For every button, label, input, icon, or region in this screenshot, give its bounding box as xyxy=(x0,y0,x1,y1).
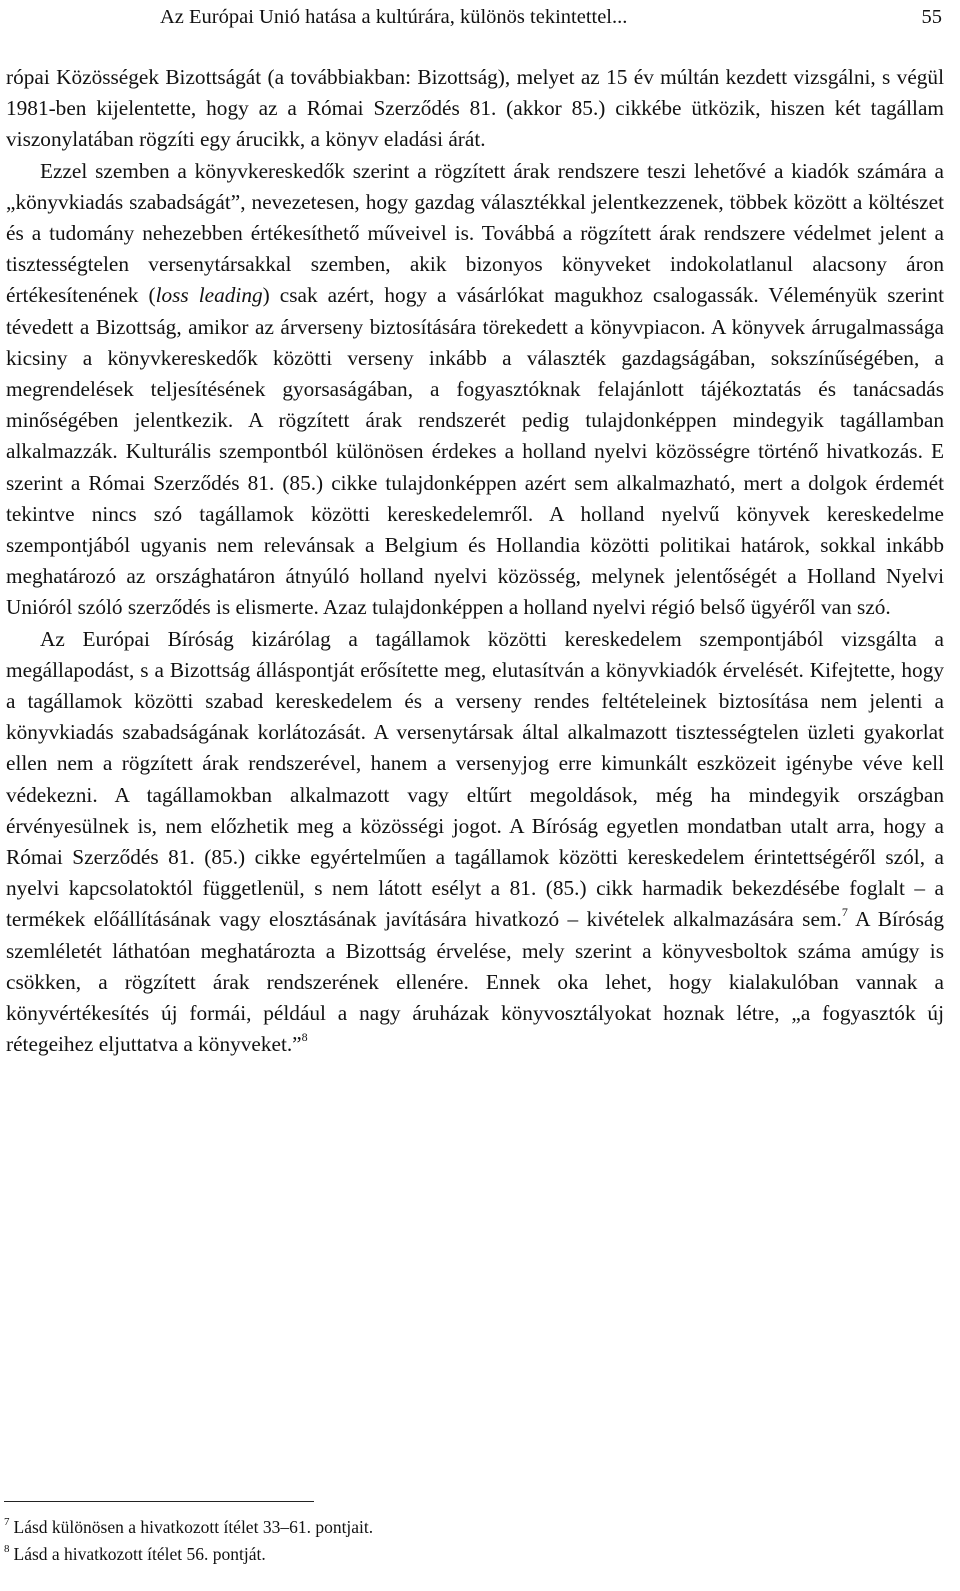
paragraph-1-text: rópai Közösségek Bizottságát (a továbbiakban: Bizottság), melyet az 15 év múltán kezdett vizsgálni, s végül 1981-ben kijelentette, hogy az a Római Szerződés 81. (akkor 85.) cikkébe ütközik, hiszen két tagállam viszonylatában rögzíti egy árucikk, a könyv eladási árát. xyxy=(6,65,944,152)
body-text xyxy=(6,62,944,1061)
footnote-ref-7[interactable]: 7 xyxy=(841,905,848,920)
paragraph-3-text-a: Az Európai Bíróság kizárólag a tagállamok közötti kereskedelem szempontjából vizsgálta a megállapodást, s a Bizottság álláspontját erősítette meg, elutasítván a könyvkiadók érvelését. Kifejtette, hogy a tagállamok közötti szabad kereskedelem és a verseny rendes feltételeinek biztosítása nem jelenti a könyvkiadás szabadságának korlátozását. A versenytársak által alkalmazott tisztességtelen üzleti gyakorlat ellen nem a rögzített árak rendszerével, hanem a versenyjog erre kimunkált eszközeit igénybe véve kell védekezni. A tagállamokban alkalmazott vagy eltűrt megoldások, még ha mindegyik országban érvényesülnek is, nem előzhetik meg a közösségi jogot. A Bíróság egyetlen mondatban utalt arra, hogy a Római Szerződés 81. (85.) cikke egyértelműen a tagállamok közötti kereskedelem érintettségéről szól, a nyelvi kapcsolatoktól függetlenül, s nem látott esélyt a 81. (85.) cikk harmadik bekezdésébe foglalt – a termékek előállításának vagy elosztásának javítására hivatkozó – kivételek alkalmazására sem. xyxy=(6,626,944,932)
footnotes xyxy=(4,1514,924,1568)
paragraph-1 xyxy=(6,62,944,156)
paragraph-2-text-a: Ezzel szemben a könyvkereskedők szerint a rögzített árak rendszere teszi lehetővé a kiadók számára a „könyvkiadás szabadságát”, nevezetesen, hogy gazdag választékkal jelentkezzenek, többek között a költészet és a tudomány nehezebben értékesíthető műveivel is. Továbbá a rögzített árak rendszere védelmet jelent a tisztességtelen versenytársakkal szemben, akik bizonyos könyveket indokolatlanul alacsony áron értékesítenének ( xyxy=(6,158,944,308)
paragraph-2-text-b: ) csak azért, hogy a vásárlókat magukhoz csalogassák. Véleményük szerint tévedett a Bizottság, amikor az árverseny biztosítására törekedett a könyvpiacon. A könyvek árrugalmassága kicsiny a könyvkereskedők közötti verseny inkább a választék gazdagságában, sokszínűségében, a megrendelések teljesítésének gyorsaságában, a fogyasztóknak felajánlott tájékoztatás és tanácsadás minőségében jelentkezik. A rögzített árak rendszerét pedig tulajdonképpen mindegyik tagállamban alkalmazzák. Kulturális szempontból különösen érdekes a holland nyelvi közösségre történő hivatkozás. E szerint a Római Szerződés 81. (85.) cikke tulajdonképpen azért sem alkalmazható, mert a dolgok érdemét tekintve nincs szó tagállamok közötti kereskedelemről. A holland nyelvű könyvek kereskedelme szempontjából ugyanis nem relevánsak a Belgium és Hollandia közötti politikai határok, sokkal inkább meghatározó az országhatáron átnyúló holland nyelvi közösség, melynek jelentőségét a Holland Nyelvi Unióról szóló szerződés is elismerte. Azaz tulajdonképpen a holland nyelvi régió belső ügyéről van szó. xyxy=(6,283,944,620)
page-number: 55 xyxy=(921,6,942,28)
footnote-ref-8[interactable]: 8 xyxy=(301,1030,308,1045)
footnote-text: Lásd különösen a hivatkozott ítélet 33–61. pontjait. xyxy=(13,1517,374,1537)
paragraph-3 xyxy=(6,624,944,1061)
italic-term: loss leading xyxy=(155,283,263,308)
paragraph-2 xyxy=(6,156,944,624)
footnote-number: 8 xyxy=(4,1543,10,1556)
paragraph-3-text-b: A Bíróság szemléletét láthatóan meghatározta a Bizottság érvelése, mely szerint a könyvesboltok száma amúgy is csökken, a rögzített árak rendszerének ellenére. Ennek oka lehet, hogy kialakulóban vannak a könyvértékesítés új formái, például a nagy áruházak könyvosztályokat hoznak létre, „a fogyasztók új rétegeihez eljuttatva a könyveket.” xyxy=(6,907,944,1057)
running-title: Az Európai Unió hatása a kultúrára, különös tekintettel... xyxy=(160,6,628,28)
footnote-7 xyxy=(4,1514,924,1541)
running-header xyxy=(160,2,942,32)
footnote-number: 7 xyxy=(4,1516,10,1529)
footnote-divider xyxy=(4,1501,314,1502)
footnote-text: Lásd a hivatkozott ítélet 56. pontját. xyxy=(13,1544,266,1564)
footnote-8 xyxy=(4,1541,924,1568)
